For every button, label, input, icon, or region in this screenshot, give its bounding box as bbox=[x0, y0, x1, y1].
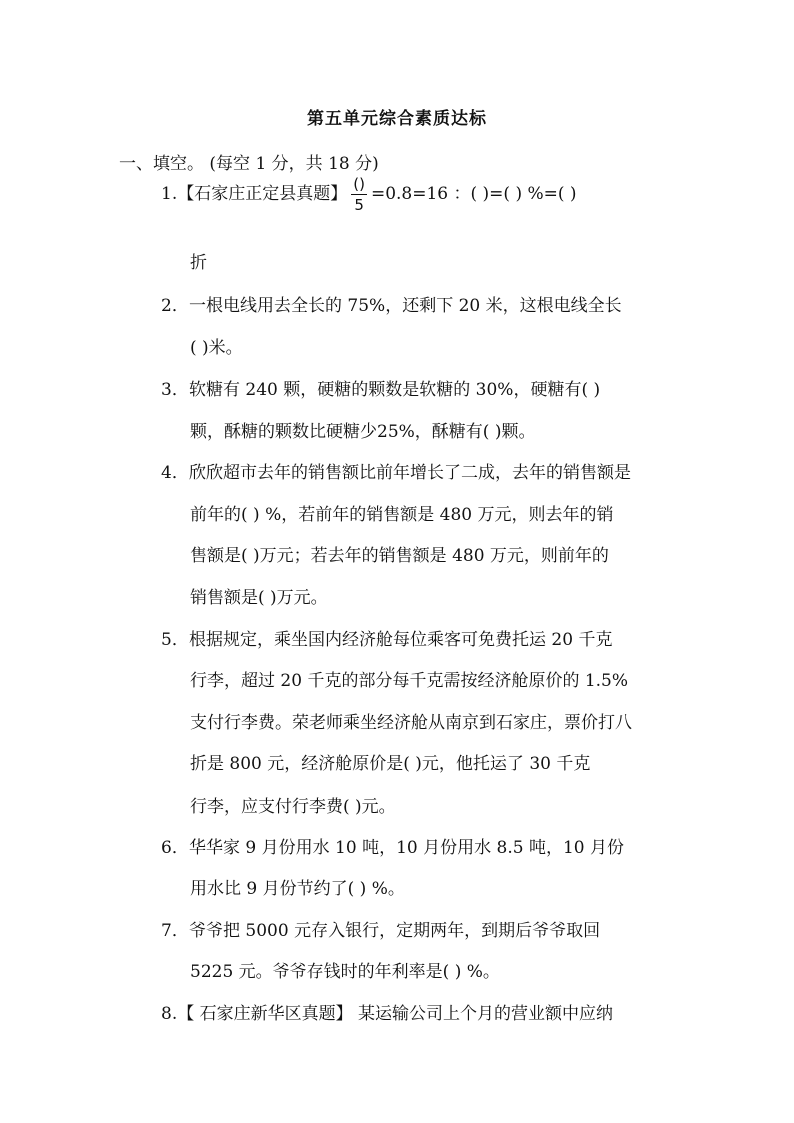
section-heading: 一、填空。 (每空 1 分，共 18 分) bbox=[119, 154, 379, 174]
question-text: 根据规定，乘坐国内经济舱每位乘客可免费托运 20 千克 bbox=[189, 630, 613, 650]
question-5-line-4: 折是 800 元，经济舱原价是( )元，他托运了 30 千克 bbox=[190, 754, 591, 774]
question-number: 3． bbox=[161, 380, 189, 400]
question-number: 1. bbox=[161, 184, 178, 204]
question-3 bbox=[161, 379, 600, 401]
fraction-denominator: 5 bbox=[354, 196, 364, 214]
question-4-line-3: 售额是( )万元；若去年的销售额是 480 万元，则前年的 bbox=[190, 546, 609, 566]
question-7 bbox=[161, 920, 600, 942]
question-number: 7． bbox=[161, 921, 189, 941]
question-text: 华华家 9 月份用水 10 吨，10 月份用水 8.5 吨，10 月份 bbox=[189, 838, 624, 858]
question-text: 一根电线用去全长的 75%，还剩下 20 米，这根电线全长 bbox=[189, 296, 622, 316]
question-number: 4． bbox=[161, 463, 189, 483]
question-1-continued: 折 bbox=[190, 253, 207, 273]
question-6 bbox=[161, 837, 624, 859]
question-4-line-4: 销售额是( )万元。 bbox=[190, 588, 328, 608]
question-number: 8. bbox=[161, 1004, 178, 1024]
question-text: 爷爷把 5000 元存入银行，定期两年，到期后爷爷取回 bbox=[189, 921, 601, 941]
question-4 bbox=[161, 462, 631, 484]
question-2-line-2: ( )米。 bbox=[190, 338, 243, 358]
question-text: =0.8=16 ：( )=( ) %=( ) bbox=[370, 184, 577, 204]
question-number: 5． bbox=[161, 630, 189, 650]
page-title: 第五单元综合素质达标 bbox=[307, 109, 487, 129]
question-number: 6． bbox=[161, 838, 189, 858]
fraction-numerator: () bbox=[353, 175, 365, 193]
question-5 bbox=[161, 629, 612, 651]
question-8 bbox=[161, 1003, 613, 1025]
question-6-line-2: 用水比 9 月份节约了( ) %。 bbox=[190, 879, 405, 899]
question-2 bbox=[161, 295, 622, 317]
fraction bbox=[351, 174, 367, 215]
question-number: 2． bbox=[161, 296, 189, 316]
question-text: 【 石家庄新华区真题】 某运输公司上个月的营业额中应纳 bbox=[177, 1004, 614, 1024]
question-7-line-2: 5225 元。爷爷存钱时的年利率是( ) %。 bbox=[190, 962, 500, 982]
question-text: 软糖有 240 颗，硬糖的颗数是软糖的 30%，硬糖有( ) bbox=[189, 380, 601, 400]
question-source: 【石家庄正定县真题】 bbox=[177, 184, 348, 204]
question-5-line-5: 行李，应支付行李费( )元。 bbox=[190, 797, 396, 817]
question-3-line-2: 颗，酥糖的颗数比硬糖少25%，酥糖有( )颗。 bbox=[190, 422, 536, 442]
question-5-line-3: 支付行李费。荣老师乘坐经济舱从南京到石家庄，票价打八 bbox=[190, 713, 632, 733]
question-1 bbox=[161, 171, 577, 217]
question-text: 欣欣超市去年的销售额比前年增长了二成，去年的销售额是 bbox=[189, 463, 631, 483]
question-4-line-2: 前年的( ) %，若前年的销售额是 480 万元，则去年的销 bbox=[190, 505, 614, 525]
question-5-line-2: 行李，超过 20 千克的部分每千克需按经济舱原价的 1.5% bbox=[190, 671, 629, 691]
